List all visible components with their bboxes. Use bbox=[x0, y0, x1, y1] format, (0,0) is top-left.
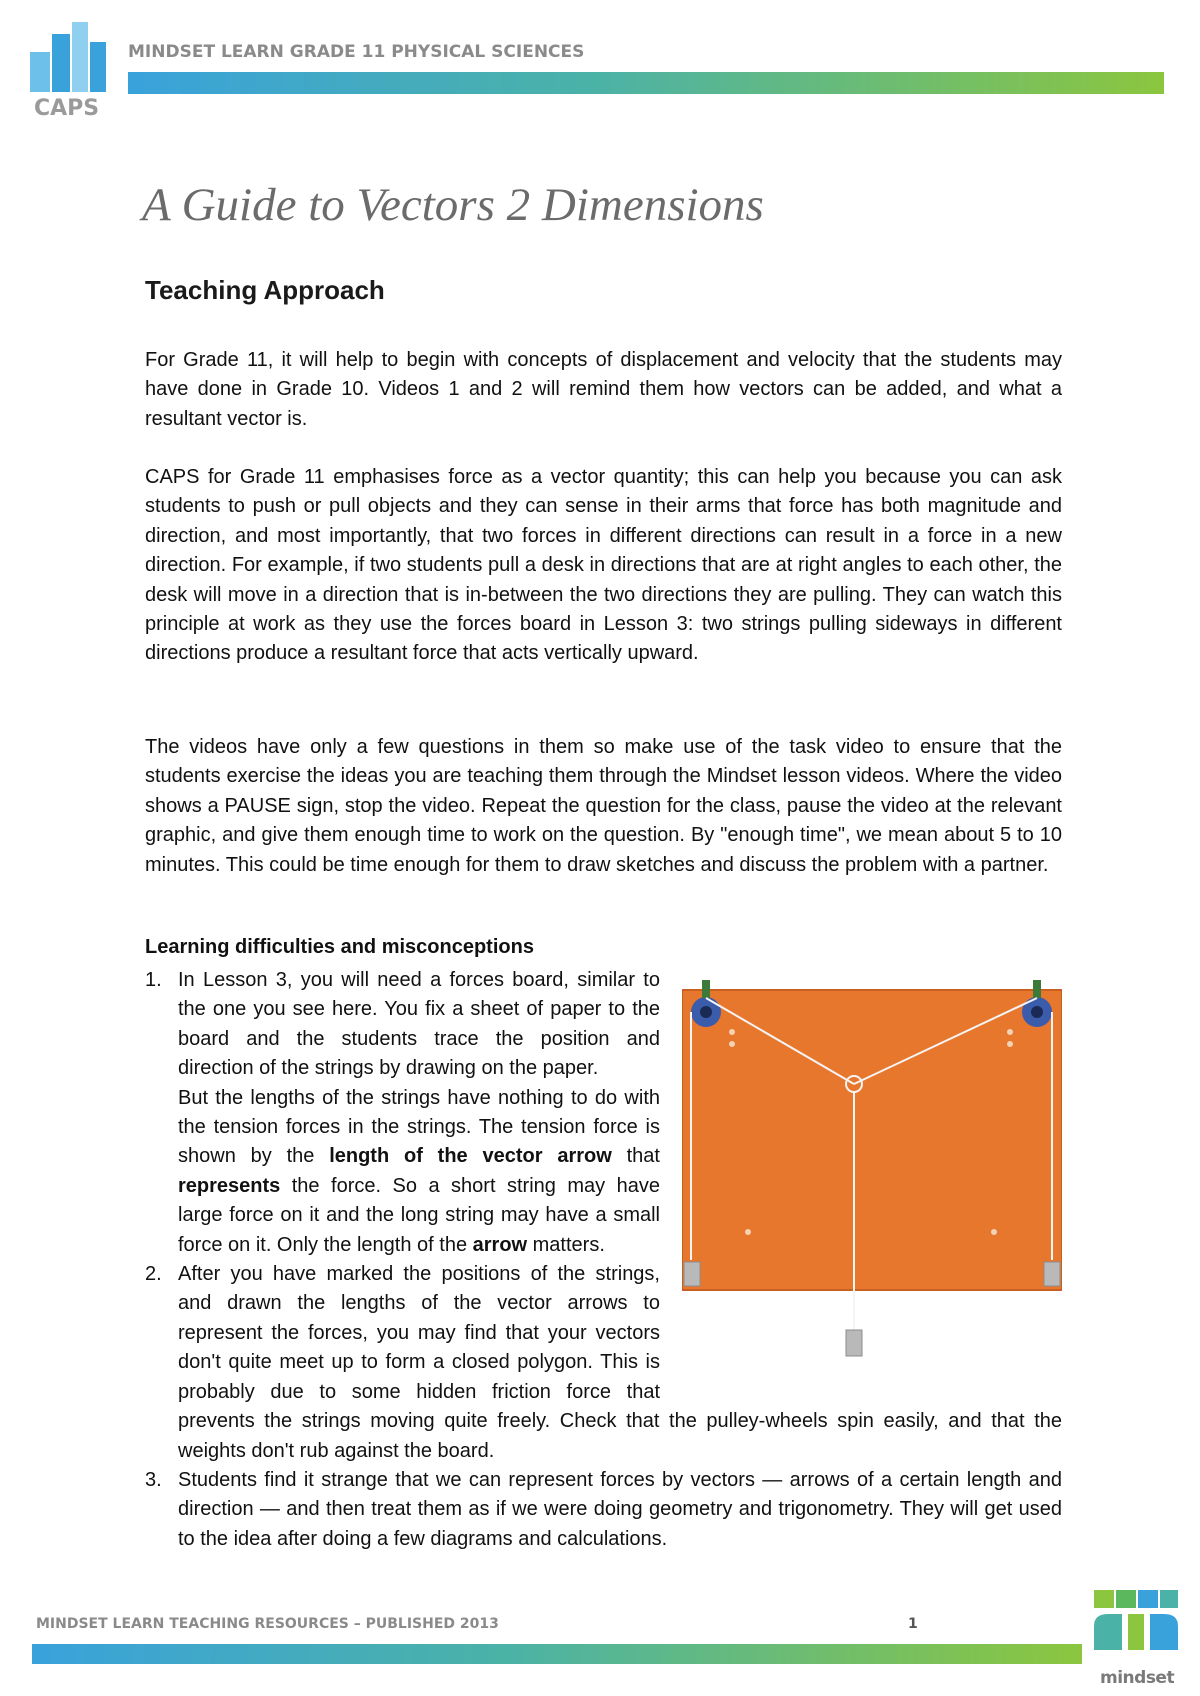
footer-text: MINDSET LEARN TEACHING RESOURCES – PUBLISHED 2013 bbox=[36, 1616, 499, 1632]
subheading-learning-difficulties: Learning difficulties and misconceptions bbox=[145, 936, 534, 958]
list-item-text: the force. So a short string may have large force on it and the long string may have a small force on it. Only the length of the bbox=[178, 1174, 660, 1256]
mindset-logo bbox=[1094, 1590, 1178, 1650]
list-item-bold-text: length of the vector arrow bbox=[329, 1145, 612, 1168]
list-item-text: But the lengths of the strings have nothing to do with the tension forces in the strings. The tension force is shown by the bbox=[178, 1086, 660, 1168]
caps-logo bbox=[30, 22, 108, 122]
list-item-text: matters. bbox=[527, 1233, 605, 1256]
list-item-text: that bbox=[611, 1145, 660, 1168]
paragraph-2: CAPS for Grade 11 emphasises force as a vector quantity; this can help you because you can ask students to push or pull objects and they can sense in their arms that force has both magnitude and direction, and most importantly, that two forces in different directions can result in a force in a new direction. For example, if two students pull a desk in directions that are at right angles to each other, the desk will move in a direction that is in-between the two directions they are pulling. They can watch this principle at work as they use the forces board in Lesson 3: two strings pulling sideways in different directions produce a resultant force that acts vertically upward. bbox=[145, 466, 1062, 665]
list-item bbox=[145, 1466, 1062, 1554]
paragraph-1: For Grade 11, it will help to begin with concepts of displacement and velocity that the students may have done in Grade 10. Videos 1 and 2 will remind them how vectors can be added, and what a resultant vector is. bbox=[145, 349, 1062, 430]
difficulties-list bbox=[145, 966, 1062, 1554]
section-heading: Teaching Approach bbox=[145, 275, 385, 305]
list-item bbox=[145, 1260, 1062, 1466]
list-item-bold-text: arrow bbox=[472, 1233, 528, 1256]
list-item-number: 1. bbox=[145, 969, 162, 991]
list-item-text: After you have marked the positions of the strings, and drawn the lengths of the vector arrows to represent the forces, you may find that your vectors don't quite meet up to form a closed polygon. This is probably due to some hidden friction force that prevents the strings moving quite freely. Check that the pulley-wheels spin easily, and that the weights don't rub against the board. bbox=[178, 1263, 1062, 1462]
list-item-bold-text: represents bbox=[178, 1174, 281, 1197]
page-number: 1 bbox=[908, 1616, 918, 1632]
header-gradient-bar bbox=[128, 72, 1164, 94]
list-item-text: Students find it strange that we can represent forces by vectors — arrows of a certain length and direction — and then treat them as if we were doing geometry and trigonometry. They will get used to the idea after doing a few diagrams and calculations. bbox=[178, 1468, 1062, 1550]
document-title: A Guide to Vectors 2 Dimensions bbox=[142, 179, 764, 231]
list-item bbox=[145, 966, 1062, 1260]
caps-logo-text: CAPS bbox=[34, 96, 100, 121]
list-item-number: 2. bbox=[145, 1263, 162, 1286]
list-item-text: In Lesson 3, you will need a forces board, similar to the one you see here. You fix a sheet of paper to the board and the students trace the position and direction of the strings by drawing on the paper. bbox=[178, 969, 660, 1080]
paragraph-3: The videos have only a few questions in them so make use of the task video to ensure that the students exercise the ideas you are teaching them through the Mindset lesson videos. Where the video shows a PAUSE sign, stop the video. Repeat the question for the class, pause the video at the relevant graphic, and give them enough time to work on the question. By "enough time", we mean about 5 to 10 minutes. This could be time enough for them to draw sketches and discuss the problem with a partner. bbox=[145, 736, 1062, 876]
footer-gradient-bar bbox=[32, 1644, 1082, 1664]
mindset-wordmark: mindset bbox=[1100, 1668, 1175, 1688]
list-item-number: 3. bbox=[145, 1468, 162, 1491]
header-title: MINDSET LEARN GRADE 11 PHYSICAL SCIENCES bbox=[128, 42, 585, 62]
